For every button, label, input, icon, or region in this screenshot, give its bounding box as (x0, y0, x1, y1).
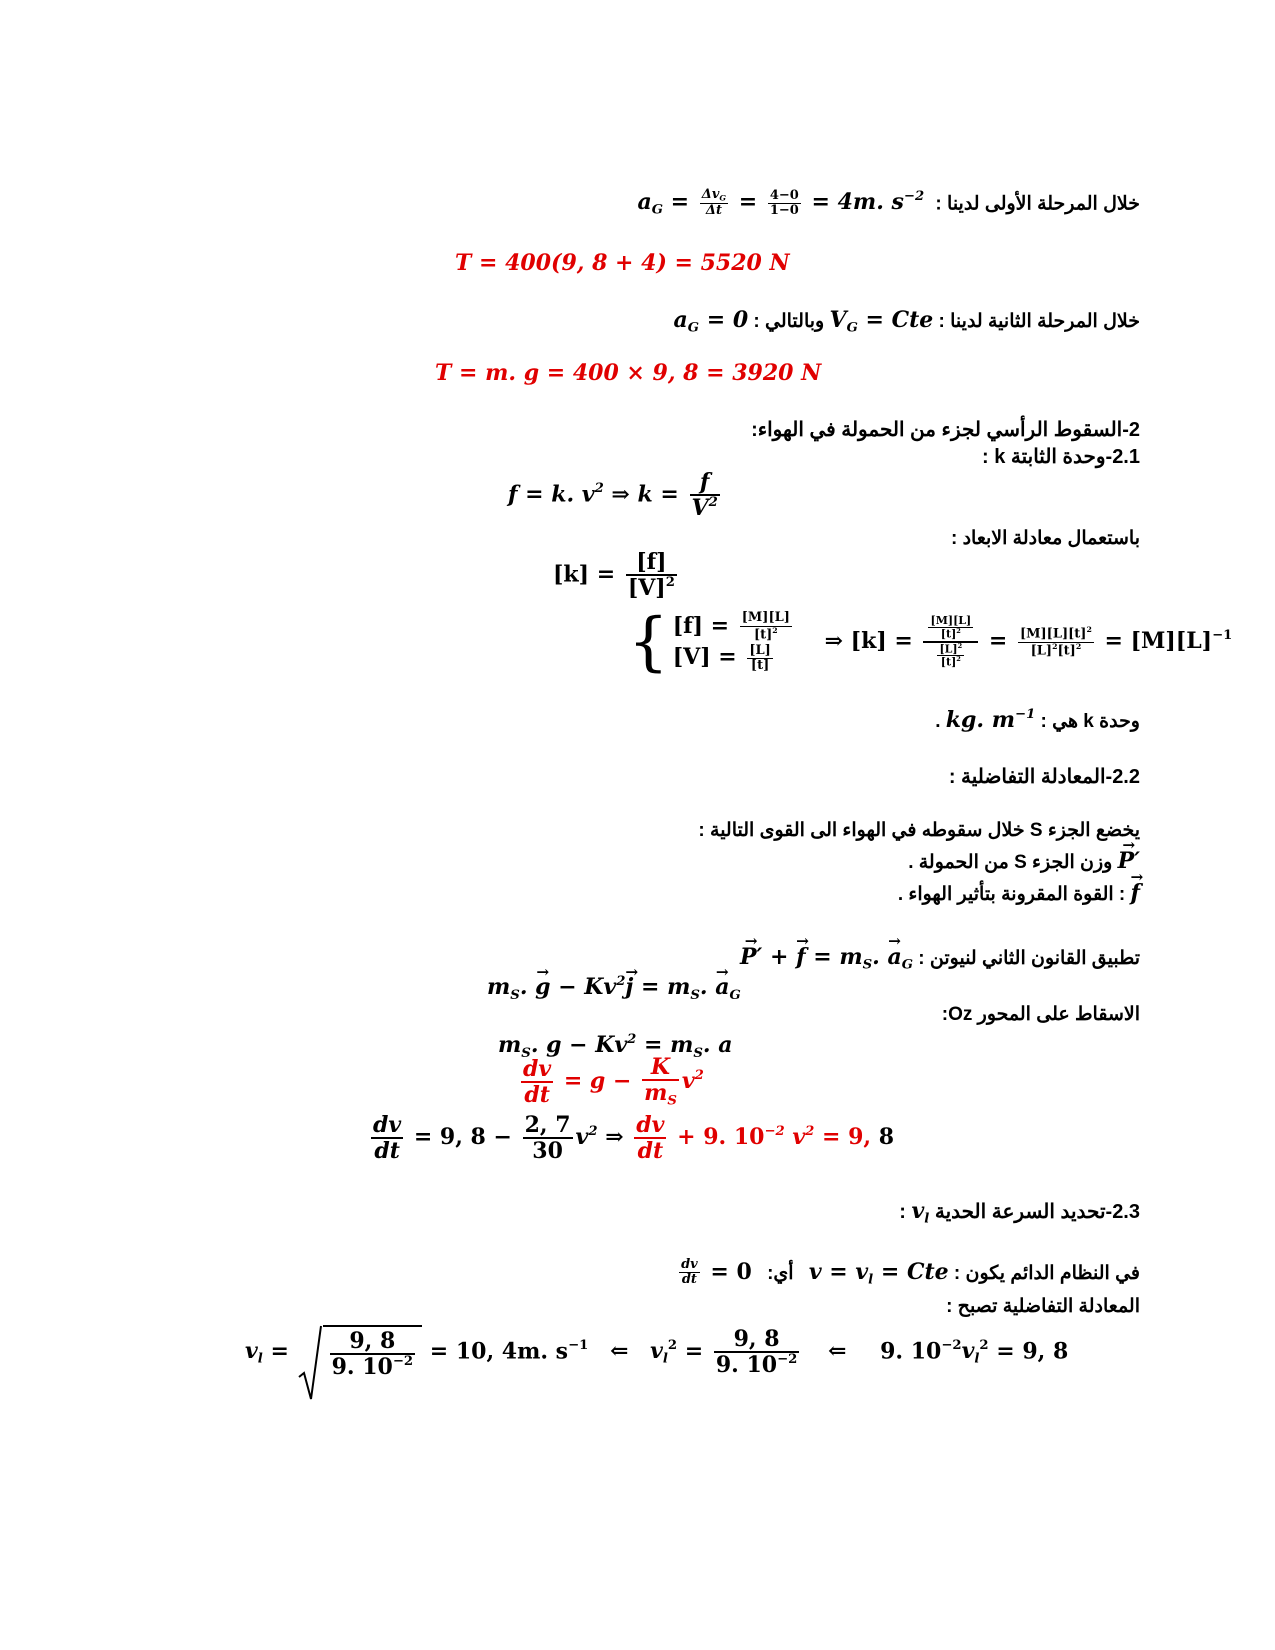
phase1-label: خلال المرحلة الأولى لدينا : (935, 193, 1140, 215)
sys-f-frac: $\frac{[M][L]}{[t]^2}$ (741, 610, 790, 643)
section23-title-line: 2.3-تحديد السرعة الحدية $v_l$ : (899, 1198, 1140, 1227)
dimension-system: { [f] = $\frac{[M][L]}{[t]^2}$ [V] = $\frac{[L]}{[t]}$ ⇒ [k] = $\frac{\frac{[M][L]}{[t]^2}}{\frac{[L]^2}{[t]^2}}$ = $\frac{[M][L][t]^2}{[L]^2[t]^2}$ = $[M][L]^{-1}$ (628, 605, 1233, 679)
section22-title: 2.2-المعادلة التفاضلية : (948, 766, 1140, 788)
dv-dt-frac-3: $\frac{dv}{dt}$ (636, 1112, 665, 1165)
newton-eq: → P′ + → $f = m_S$. → $a_G$ (740, 944, 913, 970)
steady-state-line: في النظام الدائم يكون : $v = v_l$ = Cte أي: $\frac{dv}{dt}$ = 0 (676, 1258, 1140, 1288)
air-force-vector: → f (1131, 880, 1140, 906)
steady-eq-label: المعادلة التفاضلية تصبح : (946, 1296, 1140, 1317)
phase1-frac-values: $\frac{4-0}{1-0}$ (769, 187, 799, 218)
sqrt-sign (297, 1325, 323, 1403)
phase2-line (674, 307, 1140, 336)
force-air-line: → f : القوة المقرونة بتأثير الهواء . (898, 880, 1140, 906)
phase2-label: خلال المرحلة الثانية لدينا : (938, 311, 1140, 332)
phase2-vg-eq: $V_G$ = Cte (829, 307, 934, 336)
phase2-ag-eq: $a_G = 0$ (673, 307, 749, 336)
scalar-eq: $m_S$. $g - Kv^2 = m_S$. a (498, 1032, 733, 1061)
differential-eq-general: $\frac{dv}{dt}$ = g − $\frac{K}{m_S}$ $v^2$ (523, 1054, 704, 1109)
steady-eq: $v = v_l$ = Cte (808, 1258, 949, 1288)
sqrt-expr: $\frac{9, 8}{9. 10^{-2}}$ (297, 1325, 422, 1380)
friction-law-eq: f = k. $v^2$ ⇒ k = $\frac{f}{V^2}$ (508, 469, 718, 522)
projection-label: الاسقاط على المحور Oz: (941, 1004, 1140, 1025)
phase2-tension: T = m. g = 400 × 9, 8 = 3920 N (435, 360, 822, 386)
limit-velocity-eq: $v_l$ = $\frac{9, 8}{9. 10^{-2}}$ = 10, 4m. $s^{-1}$ ⇐ $v_l^2$ = $\frac{9, 8}{9. 10^{-2}}$ ⇐ 9. $10^{-2}v_l^2 = 9$, 8 (245, 1325, 1068, 1380)
k-frac: $\frac{f}{V^2}$ (691, 469, 718, 522)
newton-line: تطبيق القانون الثاني لنيوتن : → P′ + → $f = m_S$. → $a_G$ (740, 944, 1140, 973)
dim-k-frac: $\frac{[f]}{[V]^2}$ (627, 549, 675, 602)
phase1-accel-eq: $a_G$ = $\frac{\Delta v_G}{\Delta t}$ = $\frac{4-0}{1-0}$ = 4m. $s^{-2}$ (637, 187, 925, 219)
k-over-m-frac: $\frac{K}{m_S}$ (644, 1054, 677, 1109)
phase1-line (637, 188, 1140, 219)
dim-mid-frac: $\frac{[M][L][t]^2}{[L]^2[t]^2}$ (1019, 624, 1092, 658)
zero-accel-eq: $\frac{dv}{dt}$ = 0 (681, 1257, 752, 1288)
system-brace: { (628, 605, 669, 679)
phase1-frac-dv-dt: $\frac{\Delta v_G}{\Delta t}$ (701, 187, 727, 219)
unit-value: kg. $m^{-1}$ (945, 707, 1036, 734)
section2-sub1: 2.1-وحدة الثابتة k : (981, 446, 1140, 468)
weight-vector: → P′ (1118, 848, 1140, 874)
dimension-label: باستعمال معادلة الابعاد : (950, 528, 1140, 549)
system-lines: [f] = $\frac{[M][L]}{[t]^2}$ [V] = $\frac{[L]}{[t]}$ (672, 610, 790, 673)
differential-eq-numeric: $\frac{dv}{dt}$ = 9, 8 − $\frac{2, 7}{30}$ $v^2$ ⇒ $\frac{dv}{dt}$ + 9. $10^{-2}$ $v^2 = 9$, 8 (373, 1112, 895, 1165)
phase1-tension: T = 400(9, 8 + 4) = 5520 N (455, 250, 790, 276)
force-weight-line: → P′ وزن الجزء S من الحمولة . (908, 848, 1140, 874)
coef-frac: $\frac{2, 7}{30}$ (524, 1112, 571, 1165)
unit-line: وحدة k هي : kg. $m^{-1}$ . (935, 707, 1140, 734)
forces-intro: يخضع الجزء S خلال سقوطه في الهواء الى القوى التالية : (698, 820, 1140, 841)
dv-dt-frac: $\frac{dv}{dt}$ (523, 1055, 552, 1109)
dim-k-eq: [k] = $\frac{[f]}{[V]^2}$ (553, 549, 675, 602)
vector-eq: $m_S$. → $g - Kv^2\to j = m_S$. → $a_G$ (487, 974, 741, 1003)
section2-title: 2-السقوط الرأسي لجزء من الحمولة في الهواء: (751, 419, 1140, 441)
vl-symbol: $v_l$ (911, 1198, 930, 1227)
dim-big-frac: $\frac{\frac{[M][L]}{[t]^2}}{\frac{[L]^2}{[t]^2}}$ (923, 615, 978, 669)
phase2-then: وبالتالي : (753, 311, 825, 332)
sys-v-frac: $\frac{[L]}{[t]}$ (749, 642, 771, 673)
dv-dt-frac-2: $\frac{dv}{dt}$ (373, 1112, 402, 1165)
